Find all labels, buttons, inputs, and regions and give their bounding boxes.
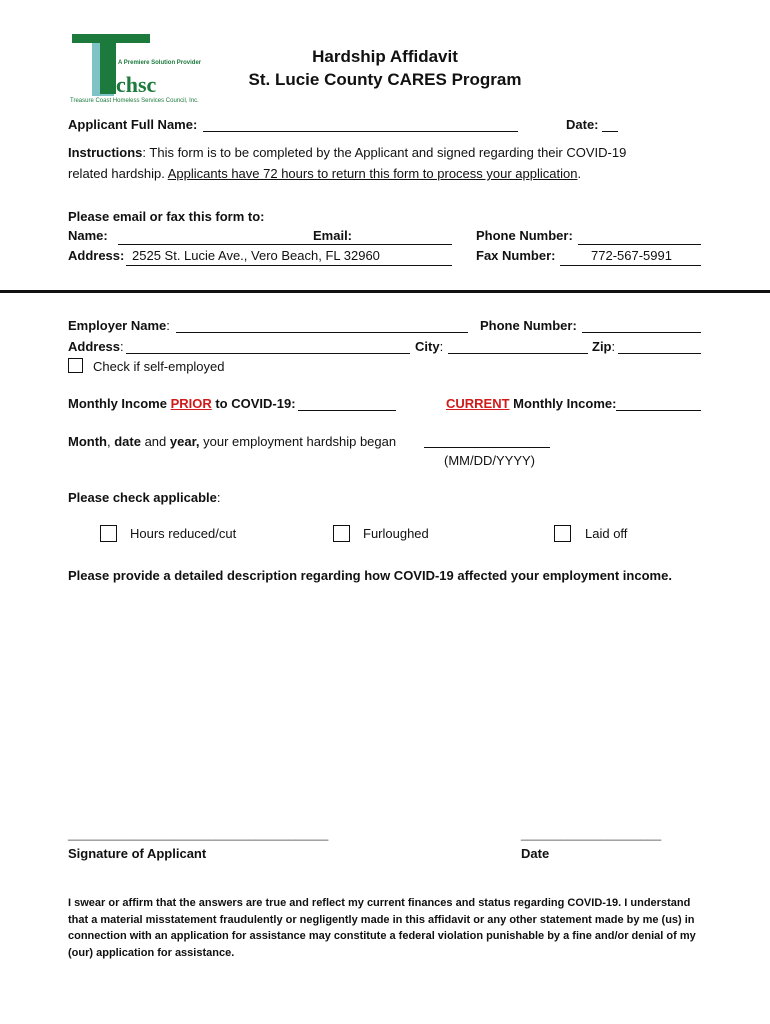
applicable-heading: Please check applicable — [68, 490, 217, 505]
affirmation-text: I swear or affirm that the answers are true and reflect my current finances and status regarding COVID-19. I understand that a material misstatement fraudulently or negligently made in this affidavit or any other statement made by me (us) in connection with an application for assistance may constitute a federal violation punishable by a fine and/or denial of my (our) application for assistance. — [68, 897, 696, 959]
contact-fax-label: Fax Number: — [476, 248, 556, 263]
hours-reduced-label: Hours reduced/cut — [130, 526, 237, 541]
hardship-date-label: Month, date and year, your employment hardship began — [68, 434, 397, 449]
self-employed-label: Check if self-employed — [93, 359, 225, 374]
contact-fax-value: 772-567-5991 — [591, 248, 672, 263]
contact-address-label: Address: — [68, 248, 125, 263]
employer-city-row: City: — [415, 339, 444, 354]
employer-address-row: Address: — [68, 339, 124, 354]
current-word: CURRENT — [446, 396, 510, 411]
employer-phone-label: Phone Number: — [480, 318, 577, 333]
instructions-line-1 — [68, 145, 626, 160]
prior-income-suffix: to COVID-19: — [211, 396, 296, 411]
employer-phone-field[interactable] — [582, 332, 701, 333]
logo-tagline: A Premiere Solution Provider — [118, 60, 202, 66]
section-divider — [0, 290, 770, 293]
contact-heading: Please email or fax this form to: — [68, 209, 265, 224]
employer-city-field[interactable] — [448, 353, 588, 354]
page-subtitle: St. Lucie County CARES Program — [248, 70, 522, 89]
signature-date-line[interactable]: _____________________ — [521, 827, 662, 841]
current-income-label — [446, 396, 616, 411]
contact-email-label: Email: — [313, 228, 353, 243]
signature-line[interactable]: _______________________________________ — [68, 827, 329, 841]
instructions-text-b: related hardship. — [68, 166, 168, 181]
signature-date-label: Date — [521, 846, 550, 861]
signature-label: Signature of Applicant — [68, 846, 207, 861]
employer-zip-field[interactable] — [618, 353, 701, 354]
employer-name-field[interactable] — [176, 332, 468, 333]
employer-address-label: Address — [68, 339, 121, 354]
instructions-label: Instructions — [68, 145, 143, 160]
contact-phone-label: Phone Number: — [476, 228, 573, 243]
instructions-text-d: . — [577, 166, 582, 181]
instructions-text-a: : This form is to be completed by the Applicant and signed regarding their COVID-19 — [142, 145, 627, 160]
current-income-field[interactable] — [616, 410, 701, 411]
contact-name-field — [118, 244, 452, 245]
contact-fax-field — [560, 265, 701, 266]
employer-name-row: Employer Name: — [68, 318, 170, 333]
instructions-line-2 — [68, 166, 581, 181]
employer-zip-label: Zip — [592, 339, 612, 354]
furloughed-label: Furloughed — [363, 526, 429, 541]
contact-phone-field — [578, 244, 701, 245]
prior-income-prefix: Monthly Income — [68, 396, 171, 411]
description-area[interactable] — [68, 592, 702, 817]
instructions-deadline: Applicants have 72 hours to return this form to process your application — [167, 166, 578, 181]
employer-address-field[interactable] — [126, 353, 410, 354]
contact-name-label: Name: — [68, 228, 108, 243]
employer-name-label: Employer Name — [68, 318, 167, 333]
logo-org: Treasure Coast Homeless Services Council, Inc. — [70, 98, 199, 104]
applicable-heading-row: Please check applicable: — [68, 490, 221, 505]
prior-income-field[interactable] — [298, 410, 396, 411]
logo-name: chsc — [116, 72, 157, 97]
contact-address-value: 2525 St. Lucie Ave., Vero Beach, FL 32960 — [132, 248, 380, 263]
hours-reduced-checkbox[interactable] — [100, 525, 117, 542]
laid-off-checkbox[interactable] — [554, 525, 571, 542]
hardship-date-field[interactable] — [424, 447, 550, 448]
prior-word: PRIOR — [170, 396, 212, 411]
applicant-name-label: Applicant Full Name: — [68, 117, 198, 132]
laid-off-label: Laid off — [585, 526, 628, 541]
current-income-suffix: Monthly Income: — [509, 396, 617, 411]
description-prompt: Please provide a detailed description regarding how COVID-19 affected your employment income. — [68, 568, 672, 583]
employer-city-label: City — [415, 339, 440, 354]
applicant-name-field[interactable] — [203, 131, 518, 132]
employer-zip-row: Zip: — [592, 339, 616, 354]
prior-income-label — [68, 396, 296, 411]
contact-address-field — [126, 265, 452, 266]
date-field[interactable] — [602, 131, 618, 132]
page-title: Hardship Affidavit — [312, 47, 458, 66]
hardship-date-format: (MM/DD/YYYY) — [444, 453, 535, 468]
date-label: Date: — [566, 117, 599, 132]
furloughed-checkbox[interactable] — [333, 525, 350, 542]
self-employed-checkbox[interactable] — [68, 358, 83, 373]
